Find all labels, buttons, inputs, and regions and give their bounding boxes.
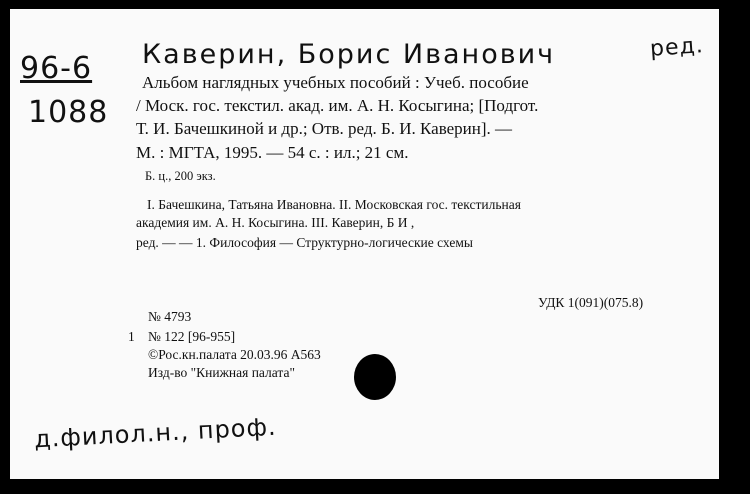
- title-line-4: М. : МГТА, 1995. — 54 с. : ил.; 21 см.: [136, 143, 409, 162]
- catalog-number-2-prefix: 1: [128, 329, 135, 344]
- role-note: ред.: [649, 33, 705, 62]
- catalog-number-2: № 122 [96-955]: [148, 329, 236, 344]
- catalog-card: [10, 9, 719, 479]
- registry-line: ©Рос.кн.палата 20.03.96 А563: [148, 347, 321, 362]
- edition-note: Б. ц., 200 экз.: [145, 169, 216, 183]
- tracings-line-1: I. Бачешкина, Татьяна Ивановна. II. Московская гос. текстильная: [147, 197, 521, 212]
- title-line-3: Т. И. Бачешкиной и др.; Отв. ред. Б. И. Каверин]. —: [136, 119, 513, 138]
- udc-code: УДК 1(091)(075.8): [538, 295, 644, 310]
- publisher-line: Изд-во "Книжная палата": [148, 365, 295, 380]
- title-line-1: Альбом наглядных учебных пособий : Учеб. пособие: [142, 73, 529, 92]
- shelf-mark-top: 96-6: [20, 51, 93, 86]
- shelf-mark-bottom: 1088: [28, 95, 109, 130]
- catalog-number-1: № 4793: [148, 309, 192, 324]
- author-header: Каверин, Борис Иванович: [142, 39, 556, 70]
- tracings-line-3: ред. — — 1. Философия — Структурно-логические схемы: [136, 235, 473, 250]
- title-line-2: / Моск. гос. текстил. акад. им. А. Н. Косыгина; [Подгот.: [136, 96, 539, 115]
- ink-blot: [354, 354, 396, 400]
- tracings-line-2: академия им. А. Н. Косыгина. III. Каверин, Б И ,: [136, 215, 415, 230]
- degree-note: д.филол.н., проф.: [33, 412, 278, 454]
